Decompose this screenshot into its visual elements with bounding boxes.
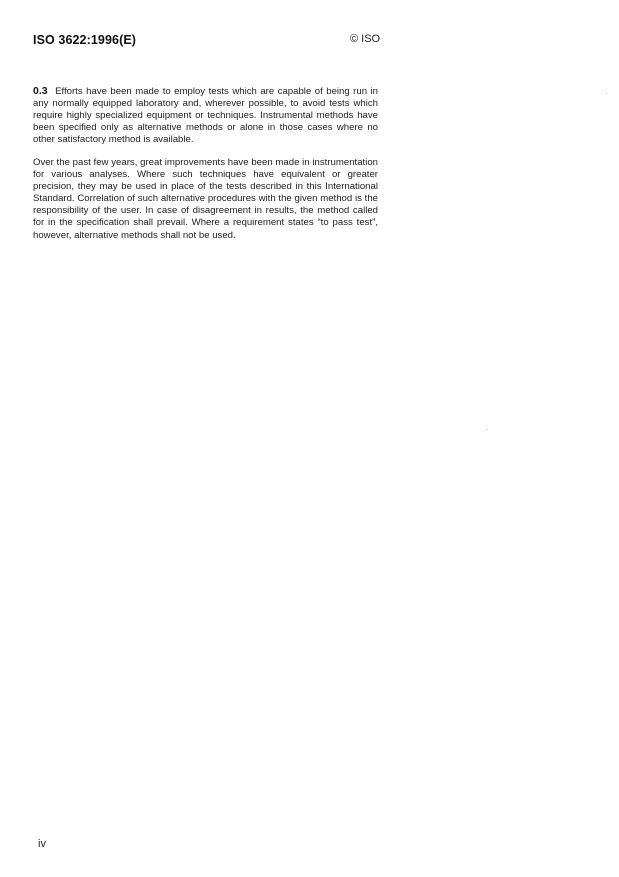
scan-speck	[487, 429, 488, 430]
paragraph-1-text: Efforts have been made to employ tests which are capable of being run in any normally equipped laboratory and, wherever possible, to avoid tests which require highly specialized equipment or techniques. Instrumental methods have been specified only as alternative methods or alone in those cases where no other satisfactory method is available.	[33, 86, 378, 146]
introduction-paragraph-2: Over the past few years, great improvements have been made in instrumentation for various analyses. Where such techniques have equivalent or greater precision, they may be used in place of the tests described in this International Standard. Correlation of such alternative procedures with the given method is the responsibility of the user. In case of disagreement in results, the method called for in the specification shall prevail. Where a requirement states “to pass test”, however, alternative methods shall not be used.	[33, 157, 378, 241]
document-id: ISO 3622:1996(E)	[33, 33, 137, 47]
clause-number: 0.3	[33, 85, 48, 97]
scan-speck	[606, 93, 607, 94]
introduction-paragraph-1	[33, 85, 378, 146]
page-number: iv	[38, 838, 46, 850]
copyright-notice: © ISO	[350, 33, 381, 45]
